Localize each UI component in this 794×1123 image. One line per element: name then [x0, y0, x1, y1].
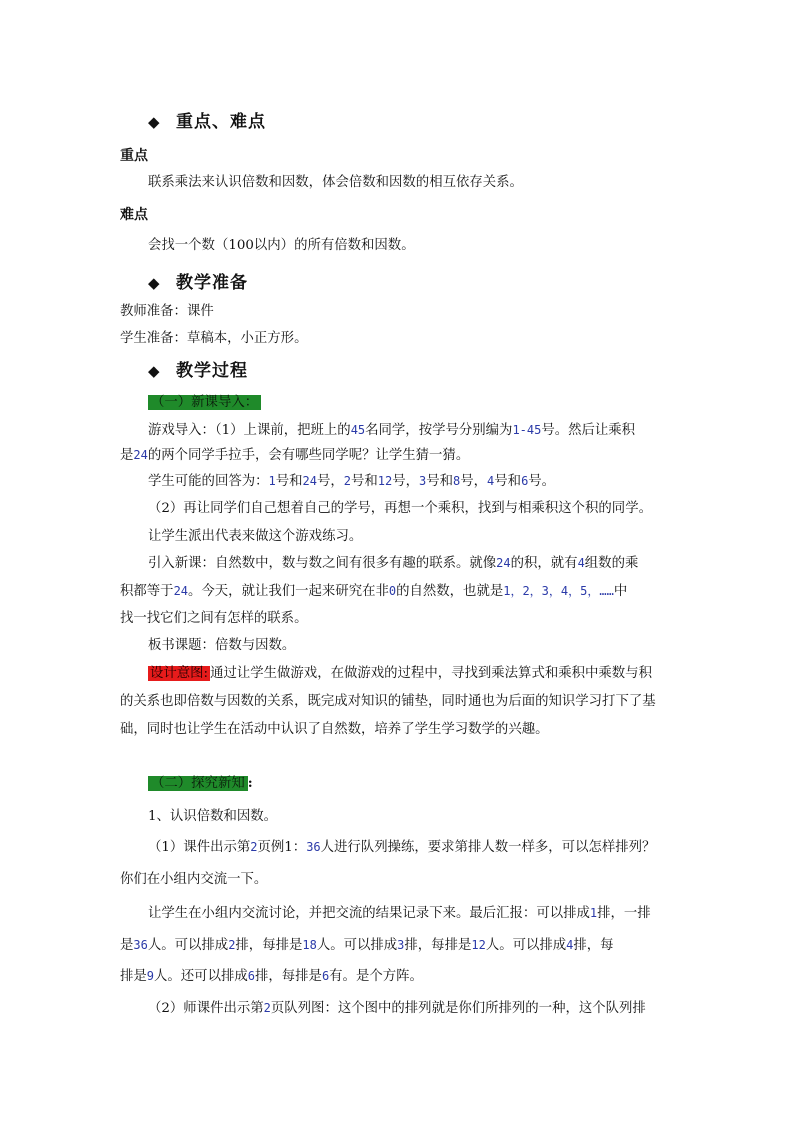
section-heading-keypoints: [148, 107, 266, 132]
intro-line-1: 引入新课：自然数中，数与数之间有很多有趣的联系。就像24的积，就有4组数的乘: [148, 556, 639, 571]
sub1-line: 1、认识倍数和因数。: [148, 809, 278, 824]
answer-line: 学生可能的回答为：1号和24号，2号和12号，3号和8号，4号和6号。: [148, 474, 556, 489]
intro-line-2: 积都等于24。今天，就让我们一起来研究在非0的自然数，也就是1，2，3，4，5，……中: [120, 584, 628, 599]
example1-line-1: （1）课件出示第2页例1：36人进行队列操练，要求第排人数一样多，可以怎样排列？: [148, 840, 656, 855]
discussion-line-2: 是36人。可以排成2排，每排是18人。可以排成3排，每排是12人。可以排成4排，每: [120, 938, 614, 953]
example2-line-1: （2）师课件出示第2页队列图：这个图中的排列就是你们所排列的一种，这个队列排: [148, 1001, 646, 1016]
board-title-line: 板书课题：倍数与因数。: [148, 638, 296, 653]
game-line-1: 游戏导入：（1）上课前，把班上的45名同学，按学号分别编为1-45号。然后让乘积: [148, 423, 636, 438]
design-line-3: 础，同时也让学生在活动中认识了自然数，培养了学生学习数学的兴趣。: [120, 722, 549, 737]
section-heading-process: [148, 356, 248, 381]
focus-text: 联系乘法来认识倍数和因数，体会倍数和因数的相互依存关系。: [148, 175, 523, 190]
game-line-2: 是24的两个同学手拉手，会有哪些同学呢？让学生猜一猜。: [120, 448, 470, 463]
design-line-1: 设计意图: 通过让学生做游戏，在做游戏的过程中，寻找到乘法算式和乘积中乘数与积: [150, 666, 652, 681]
part2-tag: （二）探究新知 :: [148, 772, 253, 791]
step3-line: 让学生派出代表来做这个游戏练习。: [148, 529, 363, 544]
part1-tag: （一）新课导入：: [148, 391, 261, 410]
difficulty-text: 会找一个数（100以内）的所有倍数和因数。: [148, 238, 415, 253]
difficulty-label: 难点: [120, 207, 148, 223]
discussion-line-1: 让学生在小组内交流讨论，并把交流的结果记录下来。最后汇报：可以排成1排，一排: [148, 906, 651, 921]
section-heading-prep: [148, 268, 248, 293]
diamond-bullet-icon: ◆: [148, 362, 161, 380]
intro-line-3: 找一找它们之间有怎样的联系。: [120, 611, 308, 626]
section-title: 教学过程: [176, 361, 248, 381]
diamond-bullet-icon: ◆: [148, 113, 161, 131]
student-prep: 学生准备：草稿本，小正方形。: [120, 331, 308, 346]
discussion-line-3: 排是9人。还可以排成6排，每排是6有。是个方阵。: [120, 969, 423, 984]
design-line-2: 的关系也即倍数与因数的关系，既完成对知识的铺垫，同时通也为后面的知识学习打下了基: [120, 694, 656, 709]
section-title: 教学准备: [176, 273, 248, 293]
example1-line-2: 你们在小组内交流一下。: [120, 872, 268, 887]
step2-line: （2）再让同学们自己想着自己的学号，再想一个乘积，找到与相乘积这个积的同学。: [148, 501, 652, 516]
teacher-prep: 教师准备：课件: [120, 304, 214, 319]
diamond-bullet-icon: ◆: [148, 274, 161, 292]
focus-label: 重点: [120, 148, 148, 164]
section-title: 重点、难点: [176, 112, 266, 132]
